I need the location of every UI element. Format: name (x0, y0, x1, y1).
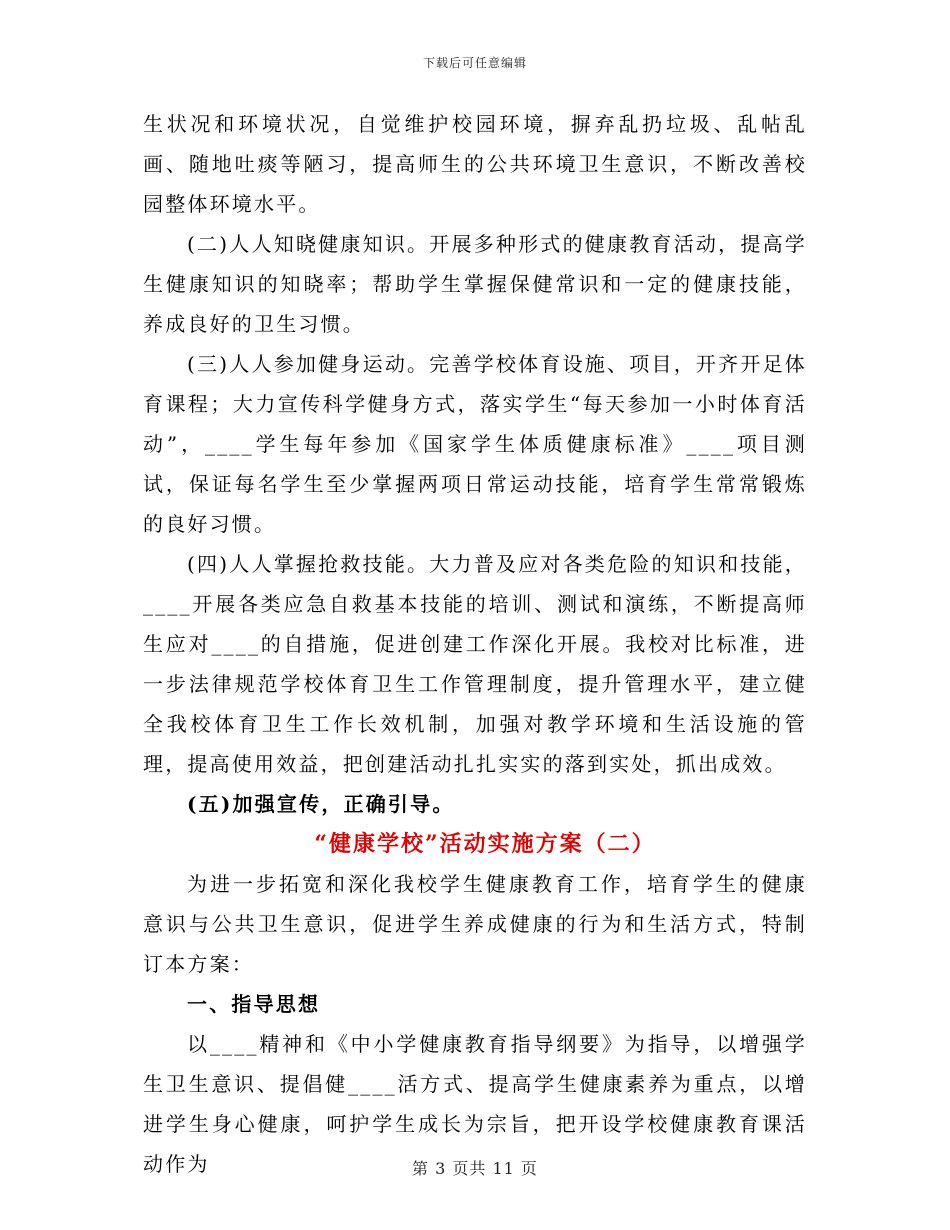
document-body (143, 104, 807, 1184)
paragraph-health-knowledge: (二)人人知晓健康知识。开展多种形式的健康教育活动，提高学生健康知识的知晓率；帮助学生掌握保健常识和一定的健康技能，养成良好的卫生习惯。 (143, 232, 807, 336)
paragraph-guiding-ideology: 以____精神和《中小学健康教育指导纲要》为指导，以增强学生卫生意识、提倡健____活方式、提高学生健康素养为重点，以增进学生身心健康，呵护学生成长为宗旨，把开设学校健康教育课活动作为 (143, 1032, 807, 1176)
paragraph-fitness: (三)人人参加健身运动。完善学校体育设施、项目，开齐开足体育课程；大力宣传科学健身方式，落实学生“每天参加一小时体育活动”，____学生每年参加《国家学生体质健康标准》____项目测试，保证每名学生至少掌握两项日常运动技能，培育学生常常锻炼的良好习惯。 (143, 352, 807, 536)
paragraph-environment: 生状况和环境状况，自觉维护校园环境，摒弃乱扔垃圾、乱帖乱画、随地吐痰等陋习，提高师生的公共环境卫生意识，不断改善校园整体环境水平。 (143, 112, 807, 216)
paragraph-first-aid: (四)人人掌握抢救技能。大力普及应对各类危险的知识和技能，____开展各类应急自救基本技能的培训、测试和演练，不断提高师生应对____的自措施，促进创建工作深化开展。我校对比标准，进一步法律规范学校体育卫生工作管理制度，提升管理水平，建立健全我校体育卫生工作长效机制，加强对教学环境和生活设施的管理，提高使用效益，把创建活动扎扎实实的落到实处，抓出成效。 (143, 552, 807, 776)
heading-guiding-ideology: 一、指导思想 (187, 992, 321, 1016)
paragraph-intro: 为进一步拓宽和深化我校学生健康教育工作，培育学生的健康意识与公共卫生意识，促进学生养成健康的行为和生活方式，特制订本方案： (143, 872, 807, 976)
section-title: “健康学校”活动实施方案（二） (314, 831, 656, 857)
page-header: 下载后可任意编辑 (422, 56, 527, 70)
page-footer: 第 3 页共 11 页 (412, 1159, 538, 1178)
paragraph-publicity: (五)加强宣传，正确引导。 (187, 792, 455, 816)
